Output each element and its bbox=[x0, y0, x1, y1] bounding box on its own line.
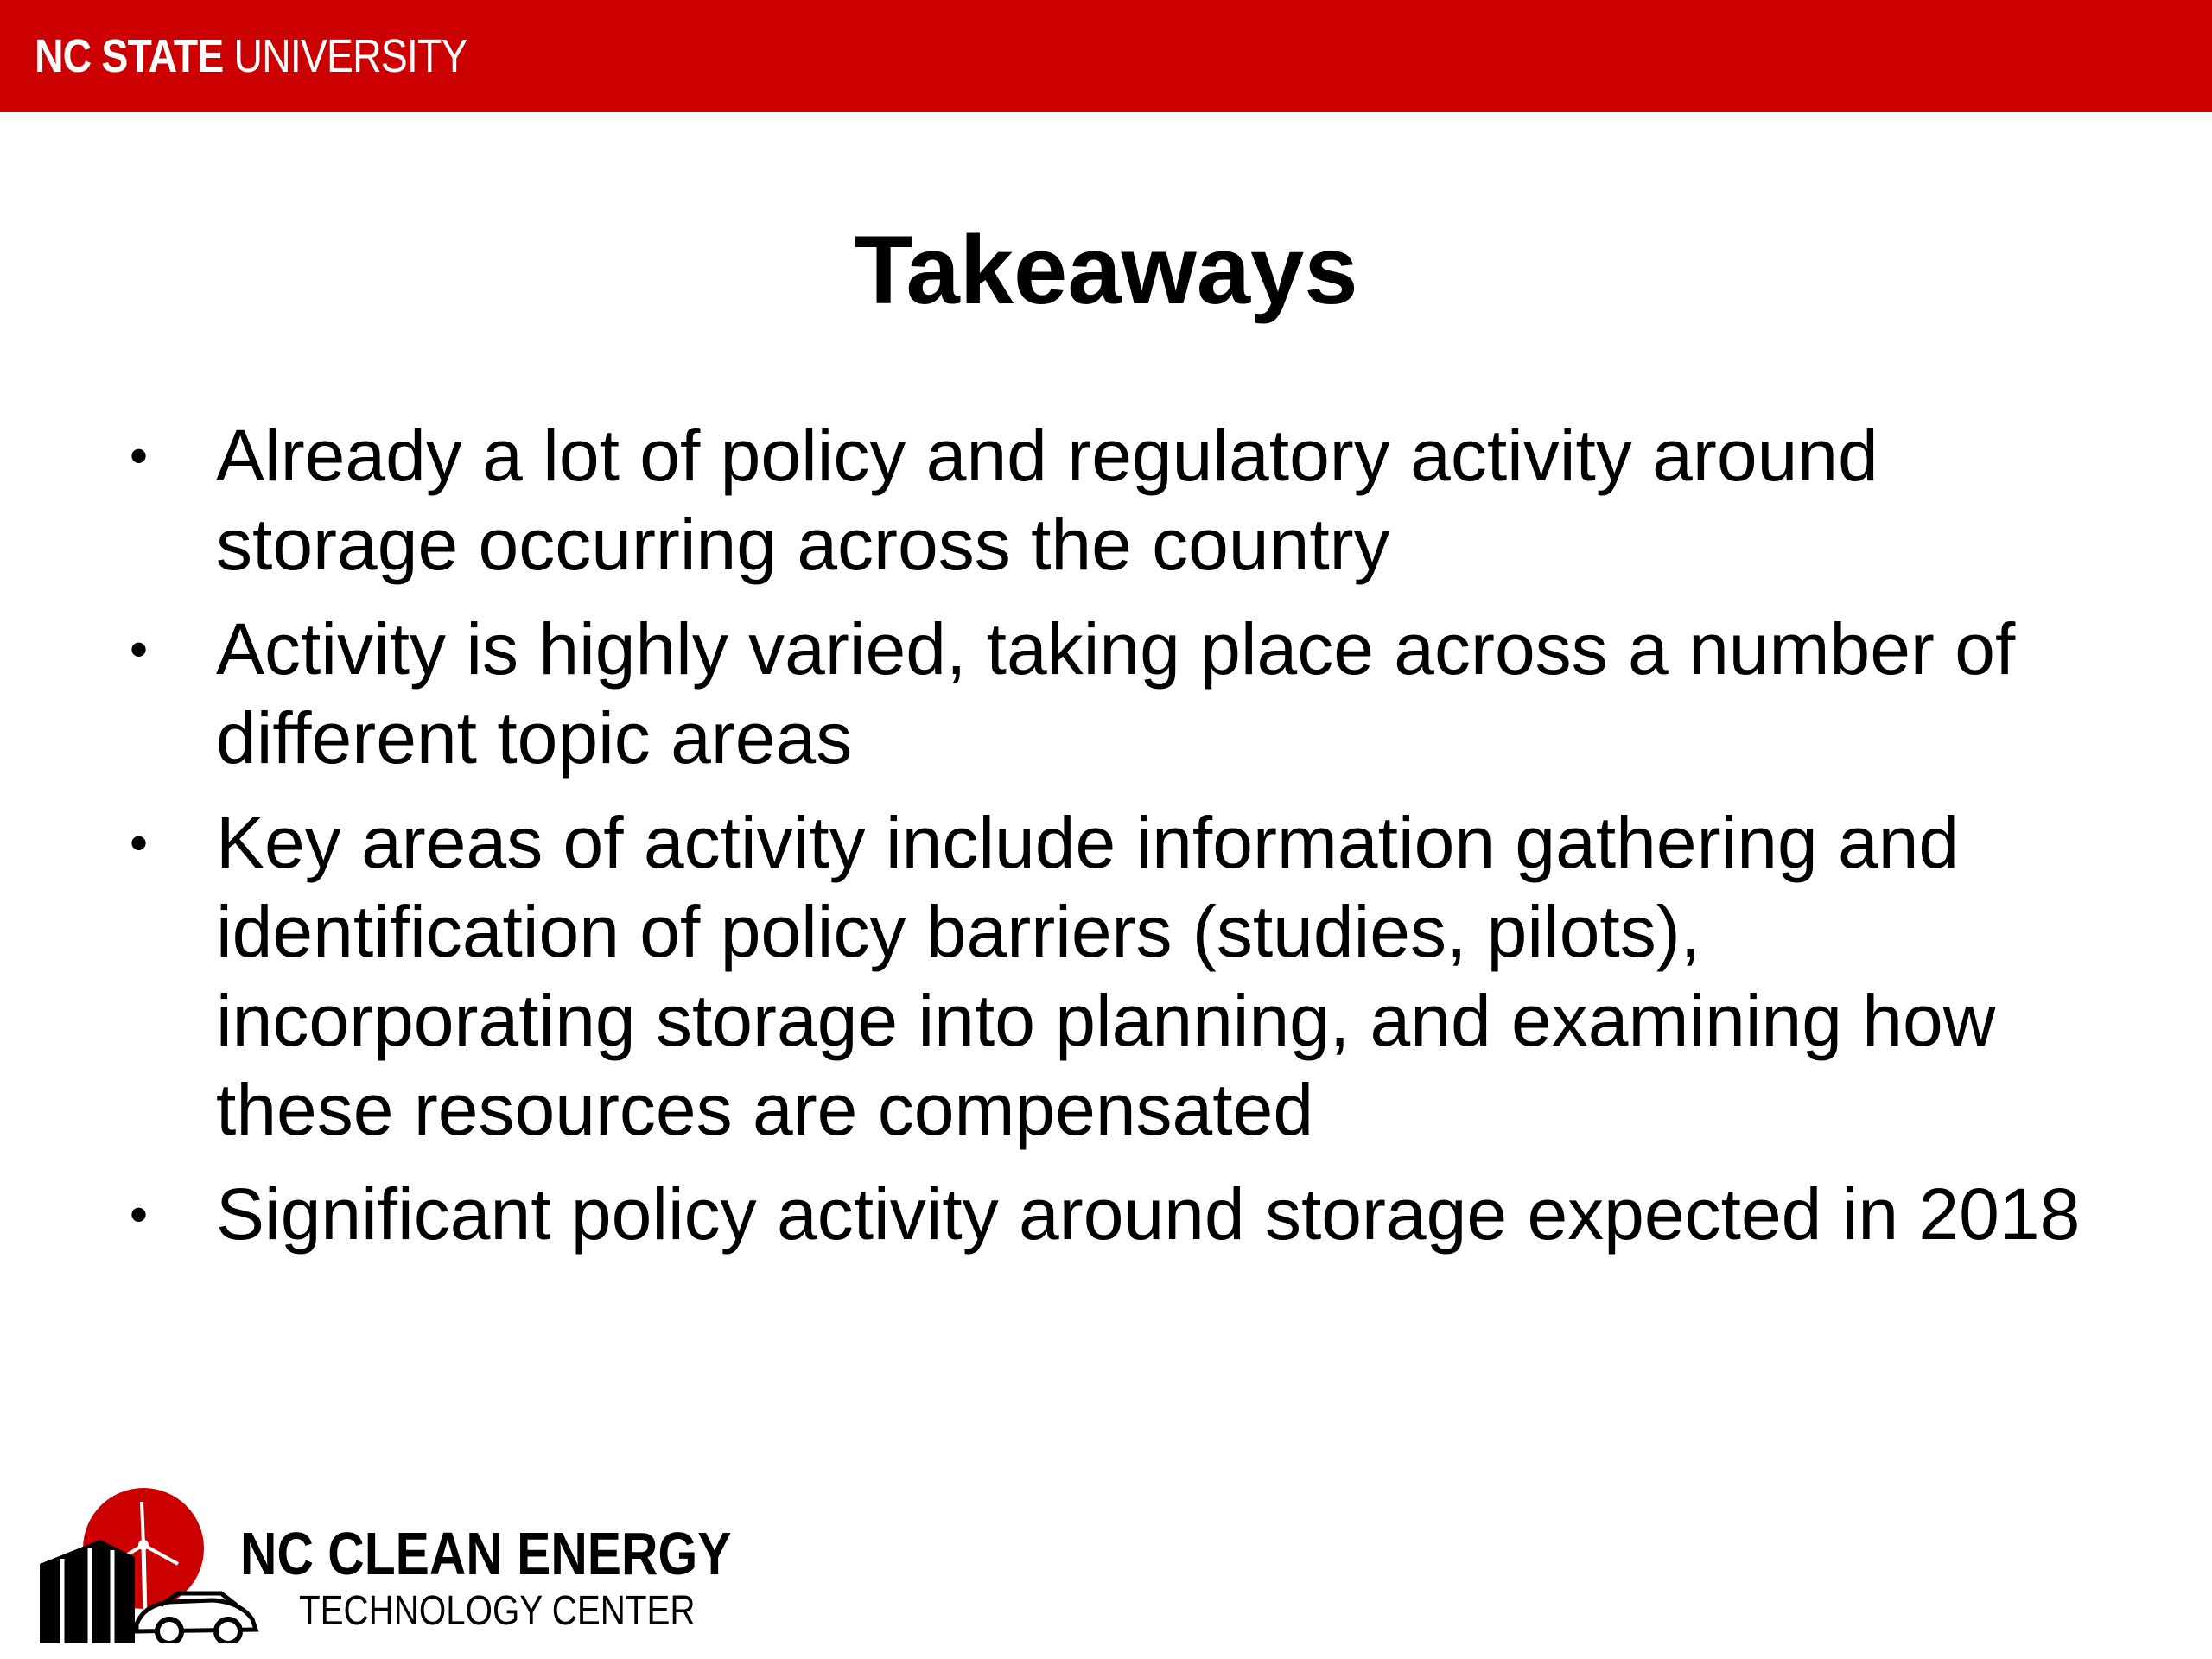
university-name-regular: UNIVERSITY bbox=[233, 30, 467, 82]
bullet-text: Significant policy activity around storage expected in 2018 bbox=[216, 1173, 2081, 1255]
bullet-icon: • bbox=[130, 1185, 149, 1243]
slide-title: Takeaways bbox=[854, 216, 1358, 324]
bullet-item bbox=[130, 798, 2108, 1154]
bullet-item bbox=[130, 1170, 2108, 1259]
bullet-icon: • bbox=[130, 620, 149, 678]
bullet-text: Already a lot of policy and regulatory activity around storage occurring across the country bbox=[216, 415, 1878, 585]
bullet-text: Key areas of activity include information gathering and identification of policy barriers (studies, pilots), incorporating storage into planning, and examining how these resources are compensated bbox=[216, 802, 1996, 1150]
nc-clean-energy-logo[interactable] bbox=[40, 1488, 748, 1643]
header-bar bbox=[0, 0, 2212, 112]
university-wordmark[interactable] bbox=[35, 29, 467, 83]
bullet-item bbox=[130, 605, 2108, 783]
bullet-text: Activity is highly varied, taking place across a number of different topic areas bbox=[216, 608, 2016, 779]
bullet-icon: • bbox=[130, 427, 149, 485]
logo-name: NC CLEAN ENERGY bbox=[240, 1520, 732, 1587]
bullet-item bbox=[130, 411, 2108, 589]
bullet-icon: • bbox=[130, 814, 149, 872]
takeaways-list bbox=[130, 411, 2108, 1274]
university-name-bold: NC STATE bbox=[35, 30, 224, 82]
logo-subname: TECHNOLOGY CENTER bbox=[299, 1588, 696, 1634]
